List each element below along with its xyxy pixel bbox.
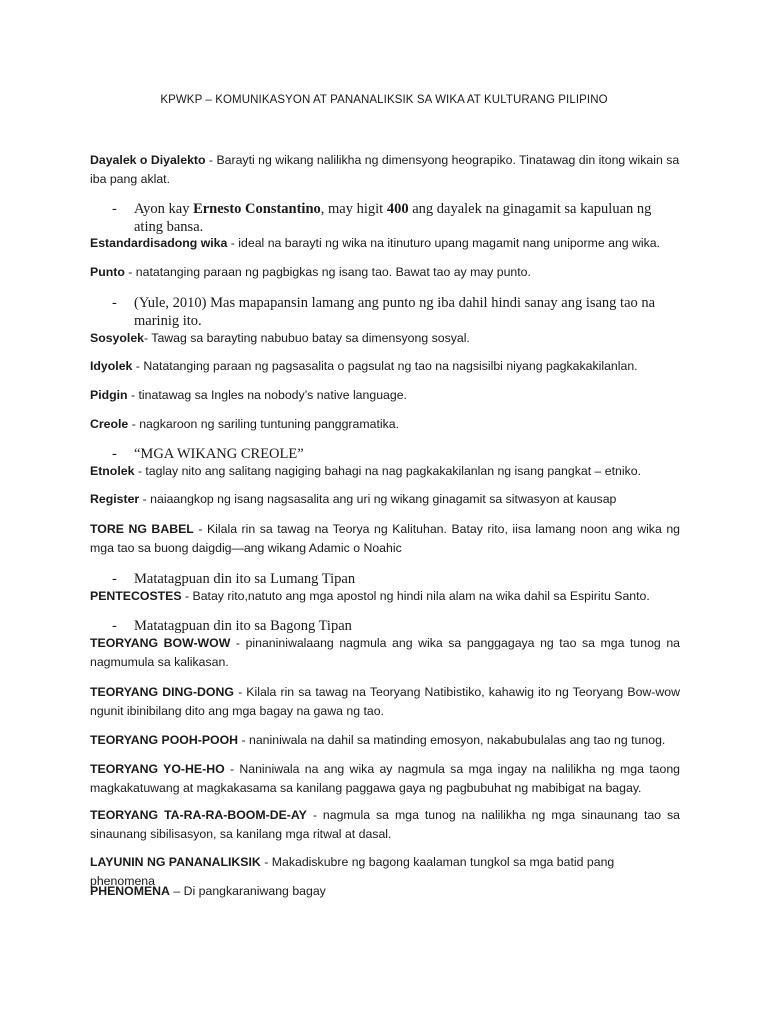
entry-pidgin: Pidgin - tinatawag sa Ingles na nobody’s native language. — [90, 388, 407, 402]
bullet-text: Matatagpuan din ito sa Lumang Tipan — [134, 571, 356, 587]
entry-definition: tinatawag sa Ingles na nobody’s native language. — [138, 388, 407, 402]
entry-term: Estandardisadong wika — [90, 236, 228, 250]
entry-teoryang-pooh-pooh: TEORYANG POOH-POOH - naniniwala na dahil sa matinding emosyon, nakabubulalas ang tao ng tunog. — [90, 733, 666, 747]
bullet-dash: - — [112, 295, 117, 311]
entry-term: LAYUNIN NG PANANALIKSIK — [90, 855, 261, 869]
bullet-dash: - — [112, 446, 117, 462]
entry-definition: Tawag sa barayting nabubuo batay sa dimensyong sosyal. — [151, 331, 470, 345]
entry-definition: nagmula sa mga tunog na nalilikha ng mga sinaunang tao sa sinaunang sibilisasyon, sa kanilang mga ritwal at dasal. — [90, 808, 680, 841]
entry-dayalek — [90, 151, 680, 189]
entry-phenomena: PHENOMENA – Di pangkaraniwang bagay — [90, 884, 326, 898]
entry-term: TEORYANG DING-DONG — [90, 685, 234, 699]
entry-definition: Barayti ng wikang nalilikha ng dimensyong heograpiko. Tinatawag din itong wikain sa iba pang aklat. — [90, 153, 680, 186]
entry-term: Etnolek — [90, 464, 135, 478]
entry-idyolek: Idyolek - Natatanging paraan ng pagsasalita o pagsulat ng tao na nagsisilbi niyang pagkakakilanlan. — [90, 359, 638, 373]
entry-term: Sosyolek — [90, 331, 144, 345]
bullet-text: “MGA WIKANG CREOLE” — [134, 446, 304, 462]
entry-term: Idyolek — [90, 359, 133, 373]
entry-punto: Punto - natatanging paraan ng pagbigkas ng isang tao. Bawat tao ay may punto. — [90, 265, 531, 279]
entry-register: Register - naiaangkop ng isang nagsasalita ang uri ng wikang ginagamit sa sitwasyon at kausap — [90, 492, 617, 506]
entry-layunin-ng-pananaliksik: LAYUNIN NG PANANALIKSIK - Makadiskubre ng bagong kaalaman tungkol sa mga batid pang phenomena — [90, 855, 615, 888]
entry-term: TEORYANG BOW-WOW — [90, 636, 231, 650]
bullet-dash: - — [112, 571, 117, 587]
entry-term: TORE NG BABEL — [90, 522, 194, 536]
bullet-text: Matatagpuan din ito sa Bagong Tipan — [134, 618, 352, 634]
entry-teoryang-yo-he-ho: TEORYANG YO-HE-HO - Naniniwala na ang wika ay nagmula sa mga ingay na nalilikha ng mga taong magkakatuwang at magkakasama sa kanilang paggawa gaya ng pagbubuhat ng mabibigat na bagay. — [90, 762, 680, 795]
entry-term: Creole — [90, 417, 129, 431]
entry-sosyolek: Sosyolek- Tawag sa barayting nabubuo batay sa dimensyong sosyal. — [90, 331, 470, 345]
entry-estandardisadong-wika: Estandardisadong wika - ideal na barayti ng wika na itinuturo upang magamit nang uniporme ang wika. — [90, 236, 661, 250]
entry-definition: naniniwala na dahil sa matinding emosyon, nakabubulalas ang tao ng tunog. — [248, 733, 666, 747]
entry-term: Punto — [90, 265, 125, 279]
entry-definition: nagkaroon ng sariling tuntuning panggramatika. — [139, 417, 399, 431]
entry-teoryang-bow-wow: TEORYANG BOW-WOW - pinaniniwalaang nagmula ang wika sa panggagaya ng tao sa mga tunog na nagmumula sa kalikasan. — [90, 636, 680, 669]
entry-term: TEORYANG TA-RA-RA-BOOM-DE-AY — [90, 808, 307, 822]
entry-pentecostes: PENTECOSTES - Batay rito,natuto ang mga apostol ng hindi nila alam na wika dahil sa Espiritu Santo. — [90, 589, 650, 603]
entry-etnolek: Etnolek - taglay nito ang salitang nagiging bahagi na nag pagkakakilanlan ng isang pangkat – etniko. — [90, 464, 642, 478]
entry-term: PHENOMENA — [90, 884, 170, 898]
entry-tore-ng-babel: TORE NG BABEL - Kilala rin sa tawag na Teorya ng Kalituhan. Batay rito, iisa lamang noon ang wika ng mga tao sa buong daigdig—ang wikang Adamic o Noahic — [90, 522, 680, 555]
entry-creole: Creole - nagkaroon ng sariling tuntuning panggramatika. — [90, 417, 399, 431]
document-title: KPWKP – KOMUNIKASYON AT PANANALIKSIK SA WIKA AT KULTURANG PILIPINO — [160, 94, 608, 106]
entry-definition: natatanging paraan ng pagbigkas ng isang tao. Bawat tao ay may punto. — [135, 265, 531, 279]
entry-definition: ideal na barayti ng wika na itinuturo upang magamit nang uniporme ang wika. — [238, 236, 661, 250]
bullet-text: (Yule, 2010) Mas mapapansin lamang ang punto ng iba dahil hindi sanay ang isang tao na marinig ito. — [134, 295, 656, 329]
entry-definition: Kilala rin sa tawag na Teorya ng Kalituhan. Batay rito, iisa lamang noon ang wika ng mga tao sa buong daigdig—ang wikang Adamic o Noahic — [90, 522, 680, 555]
entry-teoryang-ta-ra-ra-boom-de-ay: TEORYANG TA-RA-RA-BOOM-DE-AY - nagmula sa mga tunog na nalilikha ng mga sinaunang tao sa sinaunang sibilisasyon, sa kanilang mga ritwal at dasal. — [90, 808, 680, 841]
bullet-dash: - — [112, 201, 117, 217]
entry-definition: Di pangkaraniwang bagay — [183, 884, 326, 898]
entry-definition: Naniniwala na ang wika ay nagmula sa mga ingay na nalilikha ng mga taong magkakatuwang at magkakasama sa kanilang paggawa gaya ng pagbubuhat ng mabibigat na bagay. — [90, 762, 680, 795]
entry-separator: - — [205, 153, 217, 167]
entry-term: Pidgin — [90, 388, 128, 402]
entry-definition: naiaangkop ng isang nagsasalita ang uri ng wikang ginagamit sa sitwasyon at kausap — [150, 492, 617, 506]
entry-term: TEORYANG YO-HE-HO — [90, 762, 225, 776]
entry-definition: taglay nito ang salitang nagiging bahagi na nag pagkakakilanlan ng isang pangkat – etniko. — [145, 464, 642, 478]
entry-term: Register — [90, 492, 140, 506]
bullet-text: Ayon kay Ernesto Constantino, may higit 400 ang dayalek na ginagamit sa kapuluan ng ating bansa. — [134, 201, 652, 235]
bullet-yule — [112, 294, 682, 330]
bullet-bagong-tipan — [112, 617, 682, 635]
bullet-lumang-tipan — [112, 570, 682, 588]
entry-definition: Makadiskubre ng bagong kaalaman tungkol sa mga batid pang phenomena — [90, 855, 615, 888]
entry-definition: pinaniniwalaang nagmula ang wika sa panggagaya ng tao sa mga tunog na nagmumula sa kalikasan. — [90, 636, 680, 669]
entry-term: PENTECOSTES — [90, 589, 182, 603]
entry-term: Dayalek o Diyalekto — [90, 153, 206, 167]
entry-teoryang-ding-dong: TEORYANG DING-DONG - Kilala rin sa tawag na Teoryang Natibistiko, kahawig ito ng Teoryang Bow-wow ngunit ibinibilang dito ang mga bagay na gawa ng tao. — [90, 685, 680, 718]
entry-definition: Batay rito,natuto ang mga apostol ng hindi nila alam na wika dahil sa Espiritu Santo. — [192, 589, 650, 603]
entry-definition: Kilala rin sa tawag na Teoryang Natibistiko, kahawig ito ng Teoryang Bow-wow ngunit ibinibilang dito ang mga bagay na gawa ng tao. — [90, 685, 680, 718]
bullet-constantino — [112, 200, 682, 236]
bullet-mga-wikang-creole — [112, 445, 682, 463]
bullet-dash: - — [112, 618, 117, 634]
entry-term: TEORYANG POOH-POOH — [90, 733, 239, 747]
entry-definition: Natatanging paraan ng pagsasalita o pagsulat ng tao na nagsisilbi niyang pagkakakilanlan. — [143, 359, 638, 373]
